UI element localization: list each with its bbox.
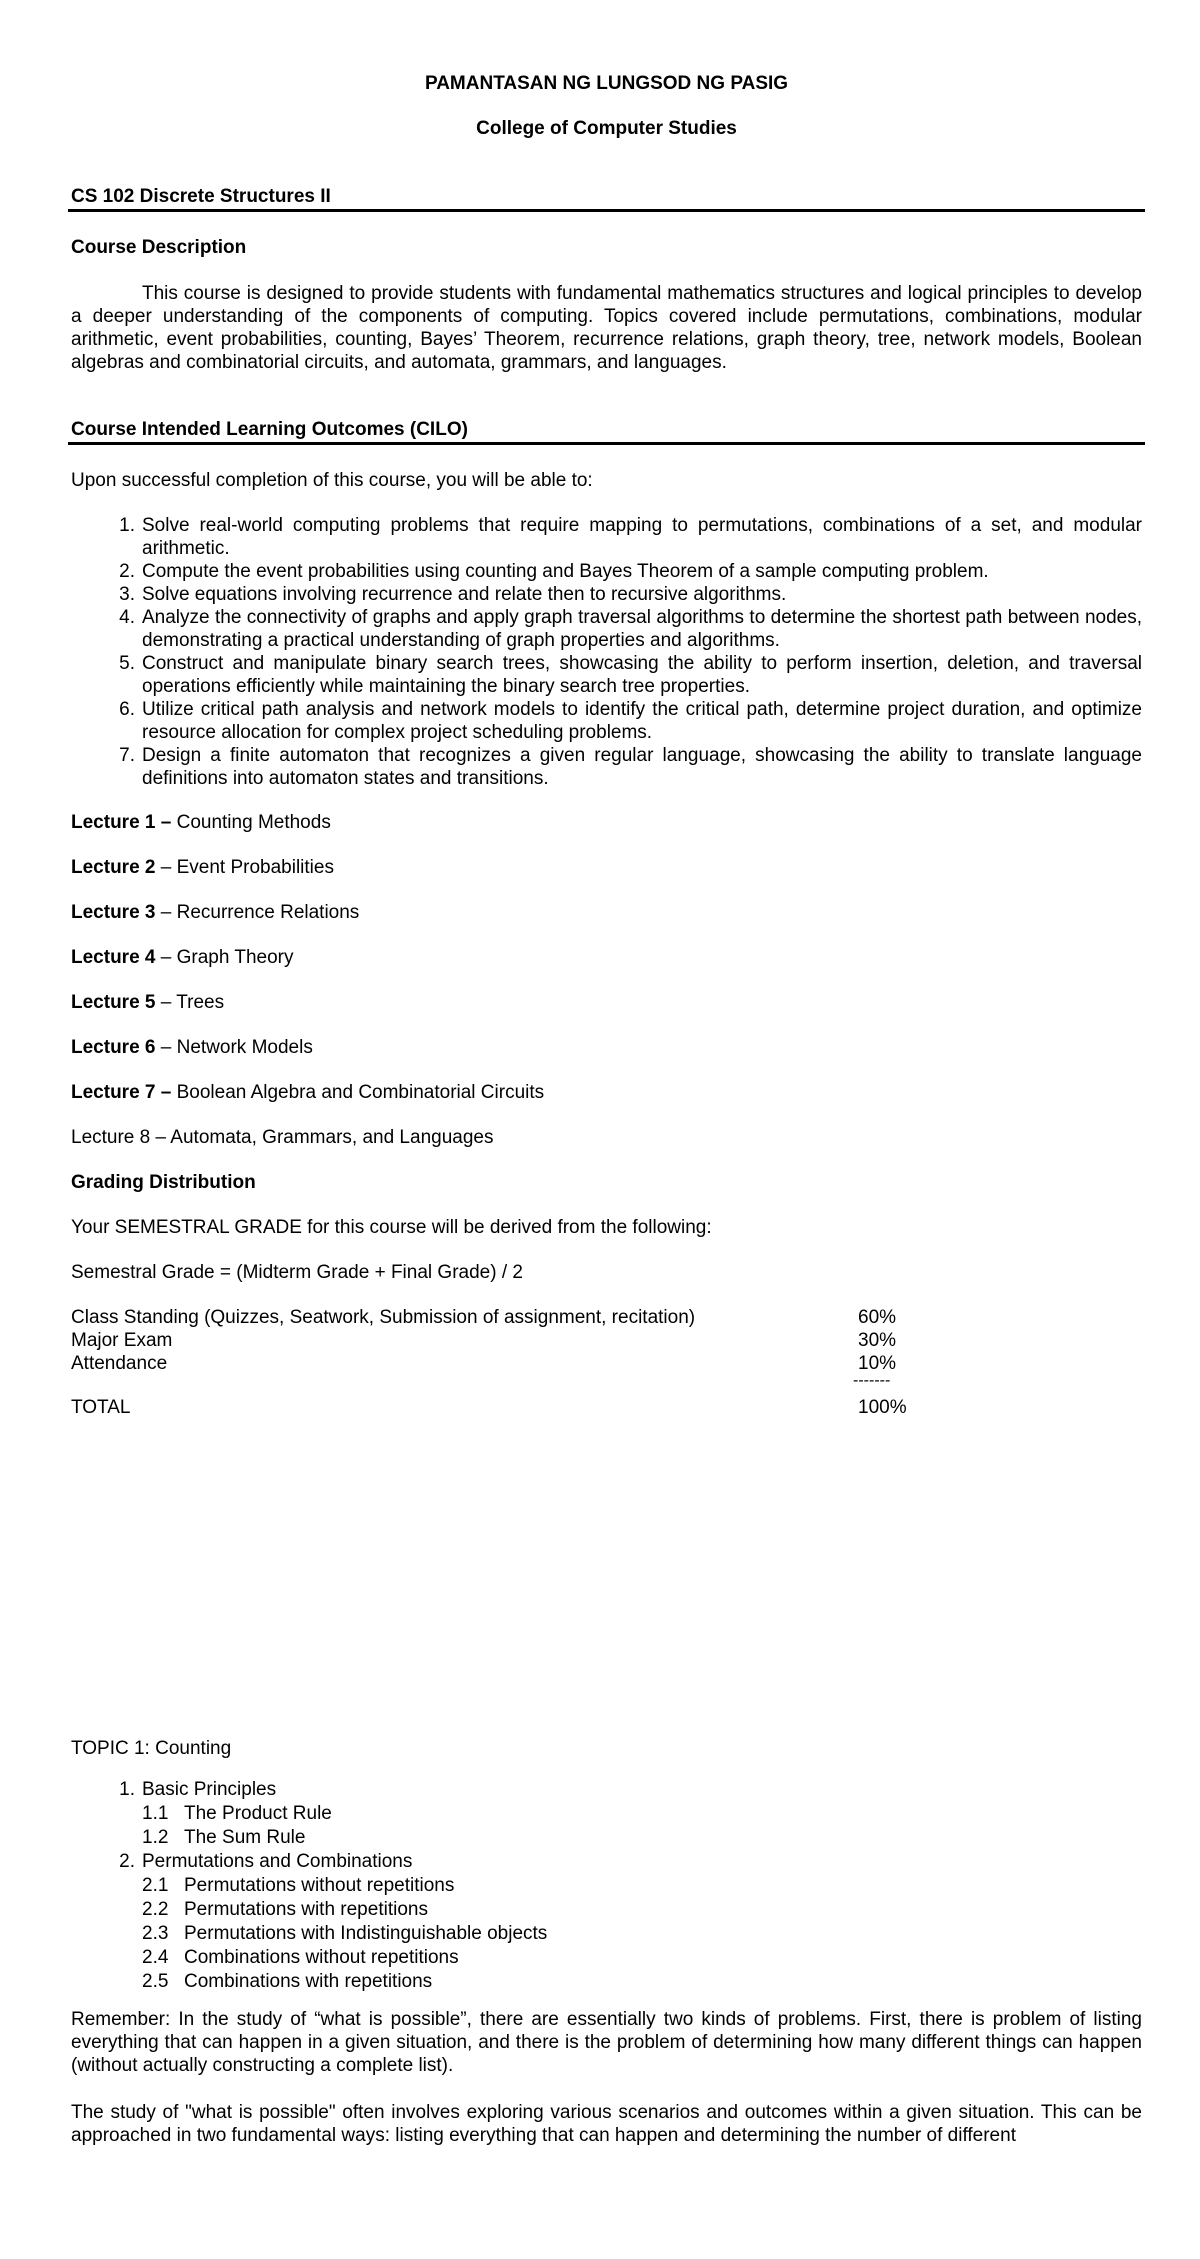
college-name: College of Computer Studies xyxy=(476,118,737,139)
list-item xyxy=(71,560,1142,583)
grading-row xyxy=(71,1352,1142,1375)
lecture-8 xyxy=(71,1126,493,1149)
lecture-title: – Trees xyxy=(155,992,225,1013)
outline-number: 1.2 xyxy=(142,1827,169,1848)
list-number: 4. xyxy=(119,607,135,628)
grading-separator: ------- xyxy=(853,1372,891,1389)
outline-item xyxy=(71,1898,1142,1922)
list-text: Solve real-world computing problems that require mapping to permutations, combinations of a set, and modular arithmetic. xyxy=(142,515,1142,559)
course-description-heading: Course Description xyxy=(71,237,247,258)
list-text: Solve equations involving recurrence and relate then to recursive algorithms. xyxy=(142,584,787,605)
lecture-7 xyxy=(71,1081,544,1104)
lecture-title: – Graph Theory xyxy=(155,947,294,968)
list-text: Utilize critical path analysis and network models to identify the critical path, determine project duration, and optimize resource allocation for complex project scheduling problems. xyxy=(142,699,1142,743)
outline-number: 2.3 xyxy=(142,1923,169,1944)
outline-number: 2.2 xyxy=(142,1899,169,1920)
list-number: 1. xyxy=(119,515,135,536)
outline-text: Combinations with repetitions xyxy=(184,1971,433,1992)
topic-outline xyxy=(71,1778,1142,1994)
outline-item xyxy=(71,1946,1142,1970)
lecture-label: Lecture 5 xyxy=(71,992,156,1013)
grading-total-row xyxy=(71,1396,1142,1419)
lecture-title: Lecture 8 – Automata, Grammars, and Languages xyxy=(71,1127,494,1148)
university-name: PAMANTASAN NG LUNGSOD NG PASIG xyxy=(424,73,789,94)
list-item xyxy=(71,606,1142,652)
outline-text: Basic Principles xyxy=(142,1779,277,1800)
outline-text: Permutations with Indistinguishable objects xyxy=(184,1923,548,1944)
topic-paragraph: The study of "what is possible" often involves exploring various scenarios and outcomes within a given situation. This can be approached in two fundamental ways: listing everything that can happen and determining the number of different xyxy=(71,2102,1142,2146)
lecture-2 xyxy=(71,856,334,879)
grading-percentage: 10% xyxy=(858,1353,897,1374)
outline-item xyxy=(71,1970,1142,1994)
outline-text: The Product Rule xyxy=(184,1803,332,1824)
outline-text: Permutations without repetitions xyxy=(184,1875,455,1896)
list-item xyxy=(71,514,1142,560)
outline-number: 2.5 xyxy=(142,1971,169,1992)
grading-label: Attendance xyxy=(71,1353,168,1374)
list-number: 2. xyxy=(119,561,135,582)
cilo-heading: Course Intended Learning Outcomes (CILO) xyxy=(71,419,468,440)
list-number: 3. xyxy=(119,584,135,605)
outline-text: Permutations and Combinations xyxy=(142,1851,413,1872)
section-divider xyxy=(68,209,1145,212)
list-item xyxy=(71,744,1142,790)
lecture-label: Lecture 7 – xyxy=(71,1082,172,1103)
cilo-intro: Upon successful completion of this course, you will be able to: xyxy=(71,470,593,491)
cilo-list xyxy=(71,514,1142,790)
outline-item xyxy=(71,1778,1142,1802)
lecture-4 xyxy=(71,946,294,969)
outline-number: 2.1 xyxy=(142,1875,169,1896)
outline-item xyxy=(71,1850,1142,1874)
outline-item xyxy=(71,1802,1142,1826)
outline-text: Combinations without repetitions xyxy=(184,1947,459,1968)
outline-item xyxy=(71,1874,1142,1898)
grading-label: Major Exam xyxy=(71,1330,173,1351)
lecture-6 xyxy=(71,1036,313,1059)
grading-heading: Grading Distribution xyxy=(71,1172,256,1193)
outline-number: 1.1 xyxy=(142,1803,169,1824)
list-number: 6. xyxy=(119,699,135,720)
section-divider xyxy=(68,442,1145,445)
lecture-5 xyxy=(71,991,224,1014)
grading-total-percentage: 100% xyxy=(858,1397,907,1418)
grading-intro: Your SEMESTRAL GRADE for this course will be derived from the following: xyxy=(71,1217,712,1238)
grading-total-label: TOTAL xyxy=(71,1397,131,1418)
outline-number: 1. xyxy=(119,1779,135,1800)
grading-percentage: 60% xyxy=(858,1307,897,1328)
lecture-label: Lecture 4 xyxy=(71,947,156,968)
lecture-1 xyxy=(71,811,331,834)
lecture-title: Boolean Algebra and Combinatorial Circuits xyxy=(171,1082,545,1103)
list-item xyxy=(71,698,1142,744)
grading-row xyxy=(71,1329,1142,1352)
outline-number: 2.4 xyxy=(142,1947,169,1968)
outline-item xyxy=(71,1922,1142,1946)
course-title: CS 102 Discrete Structures II xyxy=(71,186,331,207)
outline-text: The Sum Rule xyxy=(184,1827,306,1848)
outline-number: 2. xyxy=(119,1851,135,1872)
lecture-label: Lecture 2 xyxy=(71,857,156,878)
lecture-label: Lecture 3 xyxy=(71,902,156,923)
lecture-label: Lecture 6 xyxy=(71,1037,156,1058)
list-item xyxy=(71,583,1142,606)
list-number: 7. xyxy=(119,745,135,766)
list-number: 5. xyxy=(119,653,135,674)
lecture-title: Counting Methods xyxy=(171,812,331,833)
grading-percentage: 30% xyxy=(858,1330,897,1351)
grading-row xyxy=(71,1306,1142,1329)
lecture-title: – Network Models xyxy=(155,1037,313,1058)
lecture-title: – Recurrence Relations xyxy=(155,902,360,923)
lecture-label: Lecture 1 – xyxy=(71,812,172,833)
outline-text: Permutations with repetitions xyxy=(184,1899,428,1920)
list-item xyxy=(71,652,1142,698)
list-text: Construct and manipulate binary search trees, showcasing the ability to perform insertion, deletion, and traversal operations efficiently while maintaining the binary search tree properties. xyxy=(142,653,1142,697)
list-text: Design a finite automaton that recognizes a given regular language, showcasing the ability to translate language definitions into automaton states and transitions. xyxy=(142,745,1142,789)
grading-formula: Semestral Grade = (Midterm Grade + Final Grade) / 2 xyxy=(71,1262,523,1283)
list-text: Compute the event probabilities using counting and Bayes Theorem of a sample computing problem. xyxy=(142,561,989,582)
grading-label: Class Standing (Quizzes, Seatwork, Submission of assignment, recitation) xyxy=(71,1307,696,1328)
topic-title: TOPIC 1: Counting xyxy=(71,1738,232,1759)
course-description: This course is designed to provide students with fundamental mathematics structures and logical principles to develop a deeper understanding of the components of computing. Topics covered include permutations, combinations, modular arithmetic, event probabilities, counting, Bayes’ Theorem, recurrence relations, graph theory, tree, network models, Boolean algebras and combinatorial circuits, and automata, grammars, and languages. xyxy=(71,283,1142,373)
lecture-title: – Event Probabilities xyxy=(155,857,334,878)
remember-paragraph: Remember: In the study of “what is possible”, there are essentially two kinds of problems. First, there is problem of listing everything that can happen in a given situation, and there is the problem of determining how many different things can happen (without actually constructing a complete list). xyxy=(71,2009,1142,2076)
list-text: Analyze the connectivity of graphs and apply graph traversal algorithms to determine the shortest path between nodes, demonstrating a practical understanding of graph properties and algorithms. xyxy=(142,607,1142,651)
lecture-3 xyxy=(71,901,359,924)
outline-item xyxy=(71,1826,1142,1850)
